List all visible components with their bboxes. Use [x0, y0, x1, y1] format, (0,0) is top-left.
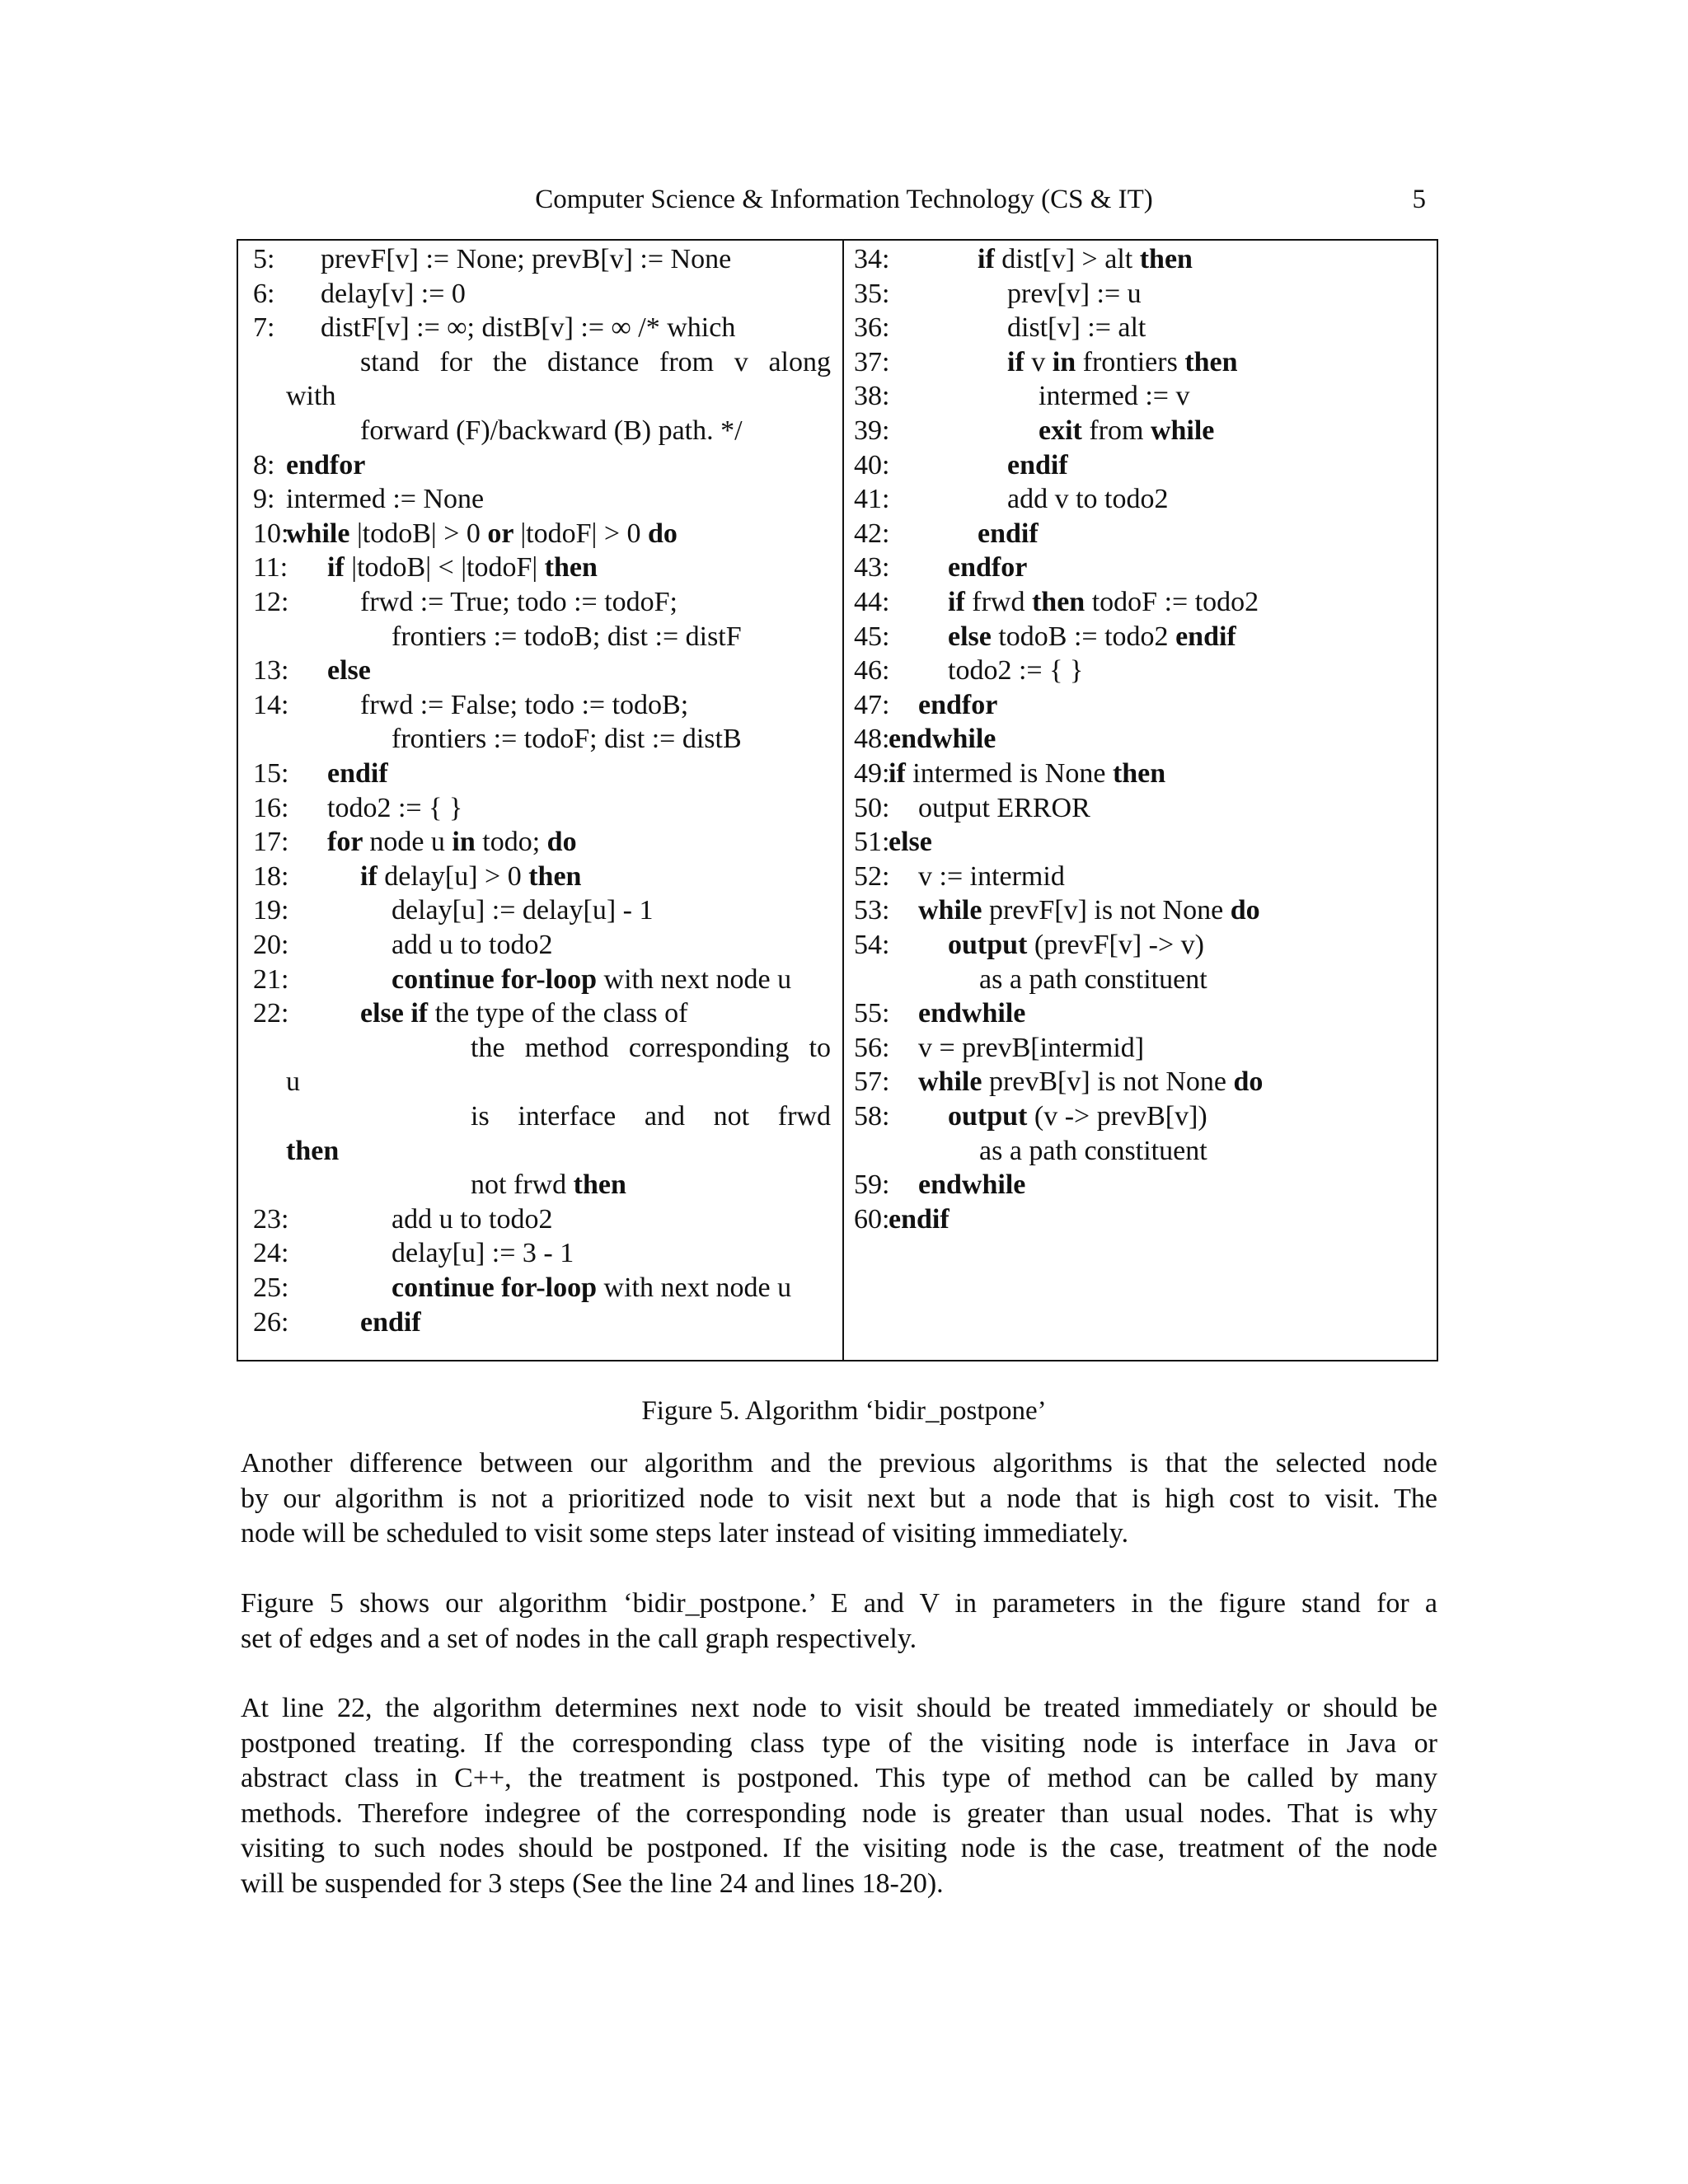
code-text	[360, 414, 743, 448]
code-text	[471, 1031, 831, 1066]
code-fragment: add v to todo2	[1007, 484, 1169, 515]
line-number: 19:	[253, 895, 289, 926]
keyword: if	[1007, 346, 1032, 377]
keyword: endwhile	[889, 724, 996, 755]
column-divider	[842, 241, 844, 1360]
code-text	[286, 482, 484, 517]
paragraph-line: postponed treating. If the corresponding class type of the visiting node is interface in Java or	[241, 1727, 1437, 1759]
code-text	[1007, 345, 1238, 380]
keyword: then	[544, 552, 598, 583]
code-fragment: todo2 := { }	[327, 792, 463, 823]
line-number: 10:	[253, 518, 289, 549]
keyword: endif	[327, 758, 388, 789]
code-fragment: todoB := todo2	[998, 621, 1176, 652]
code-text	[918, 688, 997, 723]
code-fragment: frontiers	[1082, 346, 1185, 377]
keyword: continue for-loop	[392, 1272, 604, 1303]
code-fragment: as a path constituent	[979, 1135, 1207, 1166]
code-fragment: is interface and not frwd	[471, 1101, 831, 1132]
code-text	[360, 688, 688, 723]
keyword: then	[1139, 244, 1193, 274]
keyword: do	[546, 827, 577, 858]
keyword: if	[948, 587, 973, 617]
line-number: 20:	[253, 930, 289, 960]
line-number: 50:	[854, 792, 890, 823]
code-fragment: delay[u] > 0	[384, 860, 529, 892]
code-text	[889, 825, 932, 860]
code-fragment: stand for the distance from v along	[360, 346, 831, 377]
keyword: while	[918, 1066, 989, 1098]
code-text	[286, 448, 365, 483]
line-number: 23:	[253, 1203, 289, 1235]
body-paragraph-1	[241, 1446, 1437, 1552]
line-number: 5:	[253, 244, 275, 274]
code-text	[948, 1099, 1207, 1134]
line-number: 43:	[854, 552, 890, 583]
code-text	[392, 1202, 552, 1237]
code-fragment: from	[1089, 415, 1151, 446]
line-number: 57:	[854, 1066, 890, 1098]
line-number: 41:	[854, 484, 890, 515]
keyword: then	[573, 1169, 626, 1201]
keyword: endif	[1007, 449, 1068, 480]
code-text	[392, 722, 742, 757]
code-fragment: v := intermid	[918, 860, 1065, 892]
code-text	[392, 928, 552, 963]
code-text	[321, 311, 735, 345]
code-text	[889, 722, 996, 757]
line-number: 12:	[253, 587, 289, 617]
keyword: then	[528, 860, 582, 892]
code-text	[327, 654, 371, 688]
line-number: 9:	[253, 484, 275, 515]
code-fragment: the method corresponding to	[471, 1032, 831, 1063]
code-fragment: (v -> prevB[v])	[1034, 1101, 1207, 1132]
code-text	[1007, 448, 1068, 483]
line-number: 58:	[854, 1101, 890, 1132]
code-text	[1039, 414, 1214, 448]
line-number: 6:	[253, 278, 275, 309]
code-text	[392, 963, 791, 997]
paragraph-line: will be suspended for 3 steps (See the line 24 and lines 18-20).	[241, 1868, 944, 1899]
code-fragment: todoF := todo2	[1091, 587, 1259, 617]
code-text	[360, 585, 678, 620]
line-number: 14:	[253, 689, 289, 720]
code-fragment: distF[v] := ∞; distB[v] := ∞ /* which	[321, 312, 736, 344]
paragraph-line: Figure 5 shows our algorithm ‘bidir_postpone.’ E and V in parameters in the figure stand for a	[241, 1588, 1437, 1619]
code-text	[948, 928, 1204, 963]
keyword: then	[1184, 346, 1238, 377]
code-fragment: v = prevB[intermid]	[918, 1032, 1145, 1063]
code-text	[286, 517, 678, 551]
code-text	[286, 1065, 300, 1099]
keyword: else	[327, 655, 371, 687]
keyword: output	[948, 930, 1034, 960]
line-number: 46:	[854, 655, 890, 687]
line-number: 49:	[854, 758, 890, 789]
code-text	[1039, 379, 1189, 414]
code-fragment: not frwd	[471, 1169, 574, 1201]
code-fragment: todo;	[482, 827, 547, 858]
keyword: do	[1230, 895, 1260, 926]
line-number: 47:	[854, 689, 890, 720]
paragraph-line: set of edges and a set of nodes in the call graph respectively.	[241, 1623, 917, 1654]
keyword: while	[918, 895, 989, 926]
line-number: 17:	[253, 827, 289, 858]
line-number: 7:	[253, 312, 275, 344]
code-fragment: frontiers := todoB; dist := distF	[392, 621, 742, 652]
code-fragment: v	[1031, 346, 1053, 377]
keyword: for	[327, 827, 370, 858]
code-text	[327, 757, 388, 791]
code-fragment: |todoB| < |todoF|	[351, 552, 545, 583]
code-text	[471, 1168, 626, 1202]
keyword: then	[1112, 758, 1166, 789]
code-fragment: |todoB| > 0	[356, 518, 488, 549]
line-number: 34:	[854, 244, 890, 274]
code-fragment: (prevF[v] -> v)	[1034, 930, 1204, 960]
code-text	[327, 551, 598, 585]
line-number: 35:	[854, 278, 890, 309]
line-number: 52:	[854, 860, 890, 892]
code-fragment: u	[286, 1066, 300, 1098]
code-fragment: frwd	[972, 587, 1032, 617]
code-text	[918, 893, 1260, 928]
code-text	[360, 860, 581, 894]
code-fragment: with next node u	[603, 963, 792, 995]
code-text	[360, 996, 688, 1031]
line-number: 25:	[253, 1272, 289, 1303]
running-title: Computer Science & Information Technology (CS & IT)	[535, 185, 1153, 214]
code-text	[918, 860, 1065, 894]
keyword: or	[487, 518, 521, 549]
line-number: 44:	[854, 587, 890, 617]
body-paragraph-3	[241, 1691, 1437, 1901]
code-fragment: delay[v] := 0	[321, 278, 466, 309]
paragraph-line: methods. Therefore indegree of the corresponding node is greater than usual nodes. That is why	[241, 1797, 1437, 1829]
code-fragment: prevF[v] is not None	[988, 895, 1231, 926]
code-text	[327, 791, 462, 826]
keyword: if	[360, 860, 385, 892]
line-number: 48:	[854, 724, 890, 755]
code-text	[321, 242, 731, 277]
keyword: endif	[889, 1203, 950, 1235]
paragraph-line: At line 22, the algorithm determines next node to visit should be treated immediately or should be	[241, 1693, 1437, 1723]
code-text	[979, 1134, 1207, 1169]
code-fragment: todo2 := { }	[948, 655, 1084, 687]
paragraph-line: node will be scheduled to visit some steps later instead of visiting immediately.	[241, 1518, 1129, 1549]
code-text	[360, 1305, 421, 1340]
figure-caption: Figure 5. Algorithm ‘bidir_postpone’	[641, 1396, 1047, 1426]
paragraph-line: by our algorithm is not a prioritized node to visit next but a node that is high cost to visit. The	[241, 1483, 1437, 1514]
code-fragment: node u	[369, 827, 452, 858]
code-fragment: add u to todo2	[392, 1203, 553, 1235]
line-number: 53:	[854, 895, 890, 926]
line-number: 36:	[854, 312, 890, 344]
line-number: 42:	[854, 518, 890, 549]
code-text	[392, 620, 742, 654]
keyword: if	[327, 552, 352, 583]
keyword: else	[889, 827, 932, 858]
keyword: exit	[1039, 415, 1090, 446]
code-fragment: frwd := True; todo := todoF;	[360, 587, 678, 617]
code-text	[948, 551, 1027, 585]
code-fragment: delay[u] := delay[u] - 1	[392, 895, 654, 926]
line-number: 38:	[854, 381, 890, 412]
code-text	[321, 277, 466, 312]
code-text	[392, 1271, 791, 1305]
keyword: endwhile	[918, 1169, 1026, 1201]
code-text	[286, 1134, 339, 1169]
code-fragment: as a path constituent	[979, 963, 1207, 995]
paragraph-line: Another difference between our algorithm and the previous algorithms is that the selected node	[241, 1448, 1437, 1479]
keyword: else	[948, 621, 999, 652]
line-number: 55:	[854, 998, 890, 1029]
keyword: then	[1031, 587, 1092, 617]
code-text	[948, 654, 1083, 688]
code-fragment: forward (F)/backward (B) path. */	[360, 415, 743, 446]
line-number: 21:	[253, 963, 289, 995]
code-fragment: |todoF| > 0	[520, 518, 649, 549]
keyword: then	[286, 1135, 340, 1166]
keyword: endfor	[286, 449, 366, 480]
paragraph-line: visiting to such nodes should be postponed. If the visiting node is the case, treatment of the node	[241, 1833, 1437, 1863]
keyword: in	[452, 827, 483, 858]
paragraph-line: abstract class in C++, the treatment is postponed. This type of method can be called by many	[241, 1763, 1437, 1793]
code-fragment: prevB[v] is not None	[988, 1066, 1234, 1098]
keyword: while	[286, 518, 357, 549]
line-number: 56:	[854, 1032, 890, 1063]
keyword: continue for-loop	[392, 963, 604, 995]
code-text	[948, 585, 1259, 620]
line-number: 15:	[253, 758, 289, 789]
code-text	[918, 1168, 1025, 1202]
line-number: 54:	[854, 930, 890, 960]
line-number: 59:	[854, 1169, 890, 1201]
line-number: 39:	[854, 415, 890, 446]
keyword: output	[948, 1101, 1034, 1132]
page-number: 5	[1412, 185, 1426, 214]
code-text	[978, 517, 1039, 551]
code-fragment: frontiers := todoF; dist := distB	[392, 724, 742, 755]
code-text	[327, 825, 577, 860]
code-fragment: intermed := v	[1039, 381, 1190, 412]
keyword: endif	[1175, 621, 1236, 652]
line-number: 22:	[253, 998, 289, 1029]
line-number: 26:	[253, 1306, 289, 1338]
code-text	[889, 757, 1165, 791]
line-number: 45:	[854, 621, 890, 652]
algorithm-box	[237, 239, 1438, 1361]
keyword: endwhile	[918, 998, 1026, 1029]
keyword: if	[978, 244, 1002, 274]
line-number: 11:	[253, 552, 288, 583]
keyword: endfor	[918, 689, 998, 720]
line-number: 8:	[253, 449, 275, 480]
line-number: 51:	[854, 827, 890, 858]
line-number: 37:	[854, 346, 890, 377]
keyword: while	[1150, 415, 1215, 446]
keyword: endfor	[948, 552, 1028, 583]
code-fragment: intermed := None	[286, 484, 485, 515]
keyword: in	[1052, 346, 1083, 377]
code-text	[1007, 311, 1146, 345]
line-number: 40:	[854, 449, 890, 480]
body-paragraph-2	[241, 1586, 1437, 1657]
keyword: else if	[360, 998, 435, 1029]
code-text	[392, 1236, 574, 1271]
code-fragment: with	[286, 381, 336, 412]
code-text	[918, 1031, 1144, 1066]
code-text	[979, 963, 1207, 997]
code-fragment: frwd := False; todo := todoB;	[360, 689, 689, 720]
code-text	[392, 893, 654, 928]
code-fragment: add u to todo2	[392, 930, 553, 960]
code-fragment: prev[v] := u	[1007, 278, 1142, 309]
code-text	[918, 1065, 1263, 1099]
code-fragment: prevF[v] := None; prevB[v] := None	[321, 244, 732, 274]
code-text	[948, 620, 1236, 654]
code-fragment: the type of the class of	[434, 998, 688, 1029]
code-text	[286, 379, 335, 414]
code-text	[471, 1099, 831, 1134]
code-fragment: with next node u	[603, 1272, 792, 1303]
code-text	[978, 242, 1193, 277]
line-number: 13:	[253, 655, 289, 687]
code-text	[1007, 482, 1168, 517]
keyword: do	[1233, 1066, 1264, 1098]
line-number: 24:	[253, 1238, 289, 1269]
keyword: endif	[360, 1306, 421, 1338]
code-text	[360, 345, 831, 380]
keyword: endif	[978, 518, 1039, 549]
code-fragment: output ERROR	[918, 792, 1090, 823]
code-fragment: delay[u] := 3 - 1	[392, 1238, 574, 1269]
keyword: if	[889, 758, 913, 789]
line-number: 16:	[253, 792, 289, 823]
code-fragment: dist[v] > alt	[1001, 244, 1140, 274]
line-number: 60:	[854, 1203, 890, 1235]
code-fragment: dist[v] := alt	[1007, 312, 1146, 344]
keyword: do	[648, 518, 678, 549]
code-text	[918, 791, 1090, 826]
code-text	[889, 1202, 950, 1237]
code-fragment: intermed is None	[912, 758, 1113, 789]
line-number: 18:	[253, 860, 289, 892]
code-text	[918, 996, 1025, 1031]
code-text	[1007, 277, 1142, 312]
